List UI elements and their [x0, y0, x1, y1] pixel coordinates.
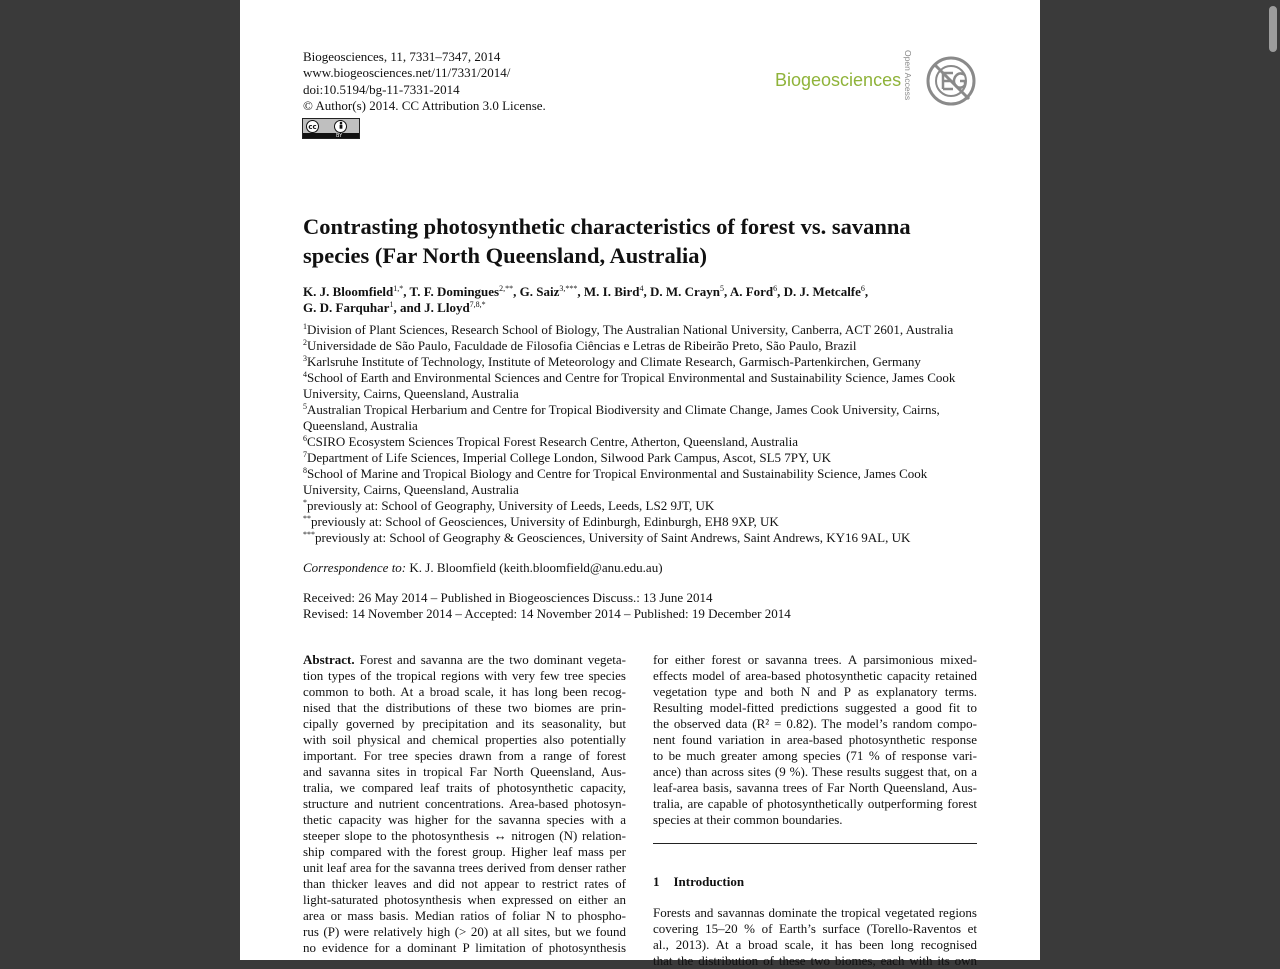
author-name: G. Saiz	[519, 284, 560, 299]
journal-citation: Biogeosciences, 11, 7331–7347, 2014	[303, 49, 501, 64]
text-line: area or mass basis. Median ratios of foliar N to phospho-	[303, 908, 626, 923]
affiliation-list	[303, 322, 983, 546]
text-line: vegetation type and both N and P as explanatory terms.	[653, 684, 977, 699]
journal-url[interactable]: www.biogeosciences.net/11/7331/2014/	[303, 65, 511, 81]
scrollbar-thumb[interactable]	[1269, 6, 1277, 52]
dates-line: Received: 26 May 2014 – Published in Biogeosciences Discuss.: 13 June 2014	[303, 590, 713, 605]
doi[interactable]: doi:10.5194/bg-11-7331-2014	[303, 81, 460, 97]
affiliation: $^5$Australian Tropical Herbarium and Centre for Tropical Biodiversity and Climate Change, James Cook University, Cairns, Queensland, Australia	[303, 402, 940, 433]
text-line: to be much greater among species (71 % of response vari-	[653, 748, 977, 763]
section-number: 1	[653, 874, 660, 889]
author-affil-mark: 1,*	[393, 284, 404, 293]
text-line: leaf-area basis, savanna trees of Far North Queensland, Aus-	[653, 780, 977, 795]
author-affil-mark: 6	[860, 284, 865, 293]
person-icon	[334, 120, 347, 133]
text-line: ance) than across sites (9 %). These results suggest that, on a	[653, 764, 977, 779]
author-list: K. J. Bloomfield$^{1,*}$, T. F. Domingues$^{2,**}$, G. Saiz$^{3,***}$, M. I. Bird$^4$, D. M. Crayn$^5$, A. Ford$^6$, D. J. Metcalfe$^6$, G. D. Farquhar$^1$, and J. Lloyd$^{7,8,*}$	[303, 284, 869, 315]
text-line: light-saturated photosynthesis when expressed on either an	[303, 892, 626, 907]
text-line: Resulting model-fitted predictions suggested a good fit to	[653, 700, 977, 715]
text-line: effects model of area-based photosynthetic capacity retained	[653, 668, 977, 683]
affiliation: $^6$CSIRO Ecosystem Sciences Tropical Forest Research Centre, Atherton, Queensland, Australia	[303, 434, 799, 449]
text-line: steeper slope to the photosynthesis ↔ nitrogen (N) relation-	[303, 828, 626, 843]
title-line: Contrasting photosynthetic characteristics of forest vs. savanna	[303, 214, 911, 239]
journal-name: Biogeosciences	[775, 70, 902, 90]
section-title: Introduction	[673, 874, 745, 889]
affiliation: $^8$School of Marine and Tropical Biology and Centre for Tropical Environmental and Sustainability Science, James Cook University, Cairns, Queensland, Australia	[303, 466, 928, 497]
author-affil-mark: 2,**	[499, 284, 514, 293]
text-line: unit leaf area for the savanna trees derived from denser rather	[303, 860, 626, 875]
text-line: rus (P) were relatively high (> 20) at all sites, but we found	[303, 924, 626, 939]
affiliation: ***previously at: School of Geography & Geosciences, University of Saint Andrews, Saint Andrews, KY16 9AL, UK	[303, 530, 911, 545]
text-line: Abstract. Forest and savanna are the two dominant vegeta-	[303, 652, 626, 667]
pdf-page	[240, 0, 1040, 968]
affiliation: *previously at: School of Geography, University of Leeds, Leeds, LS2 9JT, UK	[303, 498, 715, 513]
text-line: with soil physical and chemical properties also potentially	[303, 732, 626, 747]
author-name: J. Lloyd	[424, 300, 470, 315]
text-line: tralia, we compared leaf traits of photosynthetic capacity,	[303, 780, 626, 795]
cc-icon: cc	[306, 120, 319, 133]
author-affil-mark: 6	[773, 284, 778, 293]
author-affil-mark: 7,8,*	[469, 300, 486, 309]
author-name: K. J. Bloomfield	[303, 284, 394, 299]
license-line: © Author(s) 2014. CC Attribution 3.0 License.	[303, 97, 546, 113]
text-line: nent found variation in area-based photosynthetic response	[653, 732, 977, 747]
text-line: structure and nutrient concentrations. Area-based photosyn-	[303, 796, 626, 811]
text-line: nised that the distributions of these two biomes are prin-	[303, 700, 626, 715]
article-meta	[303, 49, 546, 114]
author-affil-mark: 1	[389, 300, 394, 309]
affiliation: $^1$Division of Plant Sciences, Research School of Biology, The Australian National University, Canberra, ACT 2601, Australia	[303, 322, 954, 337]
author-name: A. Ford	[729, 284, 774, 299]
text-line: thetic capacity was higher for the savanna species with a	[303, 812, 626, 827]
text-line: important. For tree species drawn from a range of forest	[303, 748, 626, 763]
text-line: that the distribution of these two biomes, each with its own	[653, 953, 977, 968]
cc-by-label: BY	[336, 133, 343, 139]
author-name: G. D. Farquhar	[303, 300, 390, 315]
author-name: T. F. Domingues	[409, 284, 500, 299]
open-access-label: Open Access	[903, 50, 913, 101]
dates-line: Revised: 14 November 2014 – Accepted: 14 November 2014 – Published: 19 December 2014	[303, 606, 791, 621]
affiliation: $^7$Department of Life Sciences, Imperial College London, Silwood Park Campus, Ascot, SL5 7PY, UK	[303, 450, 832, 465]
author-affil-mark: 5	[720, 284, 725, 293]
text-line: cipally governed by precipitation and its seasonality, but	[303, 716, 626, 731]
publication-dates	[303, 590, 791, 622]
abstract-left-column	[303, 652, 626, 956]
cc-by-badge-icon[interactable]	[302, 118, 360, 139]
abstract-right-column	[653, 652, 977, 828]
text-line: al., 2013). At a broad scale, it has been long recognised	[653, 937, 977, 952]
egu-logo-icon	[925, 51, 977, 111]
text-line: covering 15–20 % of Earth’s surface (Torello-Raventos et	[653, 921, 977, 936]
affiliation: $^2$Universidade de São Paulo, Faculdade de Filosofia Ciências e Letras de Ribeirão Preto, São Paulo, Brazil	[303, 338, 857, 353]
text-line: no evidence for a dominant P limitation of photosynthesis	[303, 940, 626, 955]
text-line: Forests and savannas dominate the tropical vegetated regions	[653, 905, 977, 920]
text-line: than thicker leaves and did not appear to restrict rates of	[303, 876, 626, 891]
correspondence-text[interactable]: K. J. Bloomfield (keith.bloomfield@anu.edu.au)	[409, 560, 663, 575]
title-line: species (Far North Queensland, Australia)	[303, 243, 707, 268]
author-name: D. J. Metcalfe	[783, 284, 861, 299]
text-line: tion types of the tropical regions with very few tree species	[303, 668, 626, 683]
section-heading	[653, 874, 744, 890]
author-affil-mark: 4	[639, 284, 644, 293]
section-divider	[653, 843, 977, 844]
correspondence-label: Correspondence to:	[303, 560, 407, 575]
journal-logo	[775, 50, 980, 112]
text-line: and savanna sites in tropical Far North Queensland, Aus-	[303, 764, 626, 779]
text-line: common to both. At a broad scale, it has long been recog-	[303, 684, 626, 699]
introduction-text	[653, 905, 977, 969]
author-name: M. I. Bird	[583, 284, 640, 299]
correspondence	[303, 560, 663, 576]
article-title	[303, 212, 1003, 270]
abstract-heading: Abstract.	[303, 652, 360, 667]
text-line: ship compared with the forest group. Higher leaf mass per	[303, 844, 626, 859]
affiliation: $^3$Karlsruhe Institute of Technology, Institute of Meteorology and Climate Research, Garmisch-Partenkirchen, Germany	[303, 354, 921, 369]
text-line: for either forest or savanna trees. A parsimonious mixed-	[653, 652, 977, 667]
author-name: D. M. Crayn	[649, 284, 721, 299]
text-line: tralia, are capable of photosynthetically outperforming forest	[653, 796, 977, 811]
affiliation: $^4$School of Earth and Environmental Sciences and Centre for Tropical Environmental and Sustainability Science, James Cook University, Cairns, Queensland, Australia	[303, 370, 956, 401]
author-affil-mark: 3,***	[559, 284, 578, 293]
affiliation: **previously at: School of Geosciences, University of Edinburgh, Edinburgh, EH8 9XP, UK	[303, 514, 779, 529]
vertical-scrollbar[interactable]	[1266, 0, 1280, 960]
text-line: the observed data (R² = 0.82). The model’s random compo-	[653, 716, 977, 731]
text-line: species at their common boundaries.	[653, 812, 843, 827]
